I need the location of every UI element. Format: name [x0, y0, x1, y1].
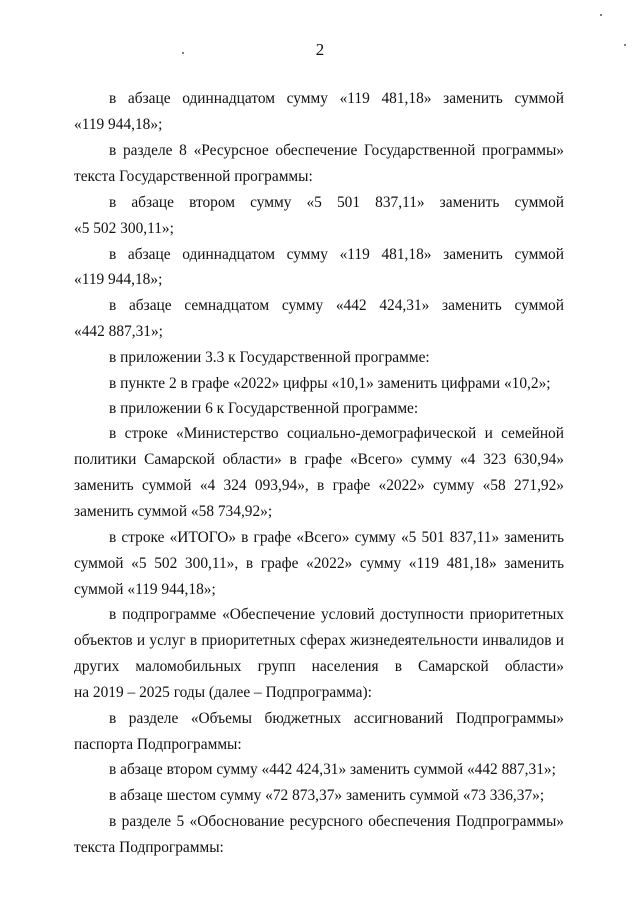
text-line: в пункте 2 в графе «2022» цифры «10,1» заменить цифрами «10,2»; [109, 375, 551, 392]
text-line: в абзаце шестом сумму «72 873,37» заменить суммой «73 336,37»; [109, 787, 545, 804]
page-number: 2 [315, 40, 325, 59]
text-line: других маломобильных групп населения в Самарской области» [74, 658, 564, 675]
text-line: заменить суммой «4 324 093,94», в графе «2022» сумму «58 271,92» [74, 477, 564, 494]
text-line: в разделе «Объемы бюджетных ассигнований Подпрограммы» [109, 710, 564, 727]
text-line: в приложении 3.3 к Государственной программе: [109, 349, 430, 366]
text-line: заменить суммой «58 734,92»; [74, 503, 273, 520]
text-line: в абзаце втором сумму «442 424,31» заменить суммой «442 887,31»; [109, 761, 556, 778]
text-line: «442 887,31»; [74, 323, 163, 340]
text-line: текста Подпрограммы: [74, 839, 224, 856]
text-line: в абзаце одиннадцатом сумму «119 481,18» заменить суммой [109, 246, 564, 263]
text-line: в абзаце семнадцатом сумму «442 424,31» заменить суммой [109, 297, 564, 314]
text-line: объектов и услуг в приоритетных сферах жизнедеятельности инвалидов и [74, 632, 564, 649]
scan-speck [182, 52, 184, 54]
text-line: в разделе 8 «Ресурсное обеспечение Государственной программы» [109, 142, 564, 159]
text-line: на 2019 – 2025 годы (далее – Подпрограмма): [74, 684, 372, 701]
scan-speck [624, 44, 626, 46]
text-line: «5 502 300,11»; [74, 220, 174, 237]
text-line: суммой «5 502 300,11», в графе «2022» сумму «119 481,18» заменить [74, 555, 564, 572]
text-line: в подпрограмме «Обеспечение условий доступности приоритетных [109, 606, 564, 623]
text-line: в абзаце втором сумму «5 501 837,11» заменить суммой [109, 194, 564, 211]
scan-speck [600, 14, 602, 16]
text-line: суммой «119 944,18»; [74, 581, 216, 598]
text-line: текста Государственной программы: [74, 168, 313, 185]
text-line: паспорта Подпрограммы: [74, 736, 242, 753]
text-line: «119 944,18»; [74, 271, 163, 288]
text-line: политики Самарской области» в графе «Всего» сумму «4 323 630,94» [74, 451, 564, 468]
text-line: «119 944,18»; [74, 116, 163, 133]
text-line: в строке «Министерство социально-демографической и семейной [109, 425, 564, 442]
text-line: в строке «ИТОГО» в графе «Всего» сумму «5 501 837,11» заменить [109, 529, 564, 546]
text-line: в разделе 5 «Обоснование ресурсного обеспечения Подпрограммы» [109, 813, 564, 830]
text-line: в абзаце одиннадцатом сумму «119 481,18» заменить суммой [109, 90, 564, 107]
text-line: в приложении 6 к Государственной программе: [109, 400, 419, 417]
